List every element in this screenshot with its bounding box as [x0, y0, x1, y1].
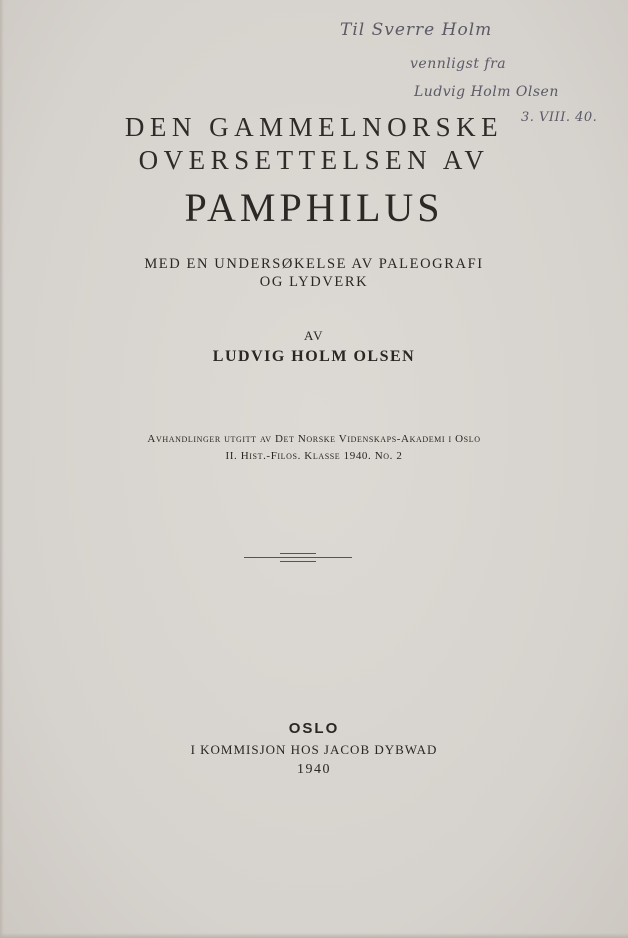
inscription-line-1: Til Sverre Holm [340, 20, 493, 40]
byline-prefix: AV [303, 328, 325, 343]
subtitle-line-1: MED EN UNDERSØKELSE AV PALEOGRAFI [144, 256, 484, 272]
title-line-1: DEN GAMMELNORSKE [124, 112, 504, 142]
subtitle-line-2: OG LYDVERK [259, 274, 369, 290]
series-line-1: Avhandlinger utgitt av Det Norske Videnskaps-Akademi i Oslo [147, 433, 481, 445]
imprint-city: OSLO [288, 720, 340, 737]
author-name: LUDVIG HOLM OLSEN [212, 348, 416, 365]
inscription-line-2: vennligst fra [410, 56, 507, 72]
title-line-2: OVERSETTELSEN AV [138, 145, 490, 175]
inscription-date: 3. VIII. 40. [521, 110, 598, 125]
inscription-line-3: Ludvig Holm Olsen [414, 84, 559, 100]
imprint-year: 1940 [297, 762, 331, 777]
ornamental-rule [244, 550, 352, 564]
imprint-publisher: I KOMMISJON HOS JACOB DYBWAD [190, 742, 438, 757]
page-bottom-shadow [0, 933, 628, 938]
series-line-2: II. Hist.-Filos. Klasse 1940. No. 2 [225, 450, 403, 462]
title-main: PAMPHILUS [184, 185, 444, 230]
